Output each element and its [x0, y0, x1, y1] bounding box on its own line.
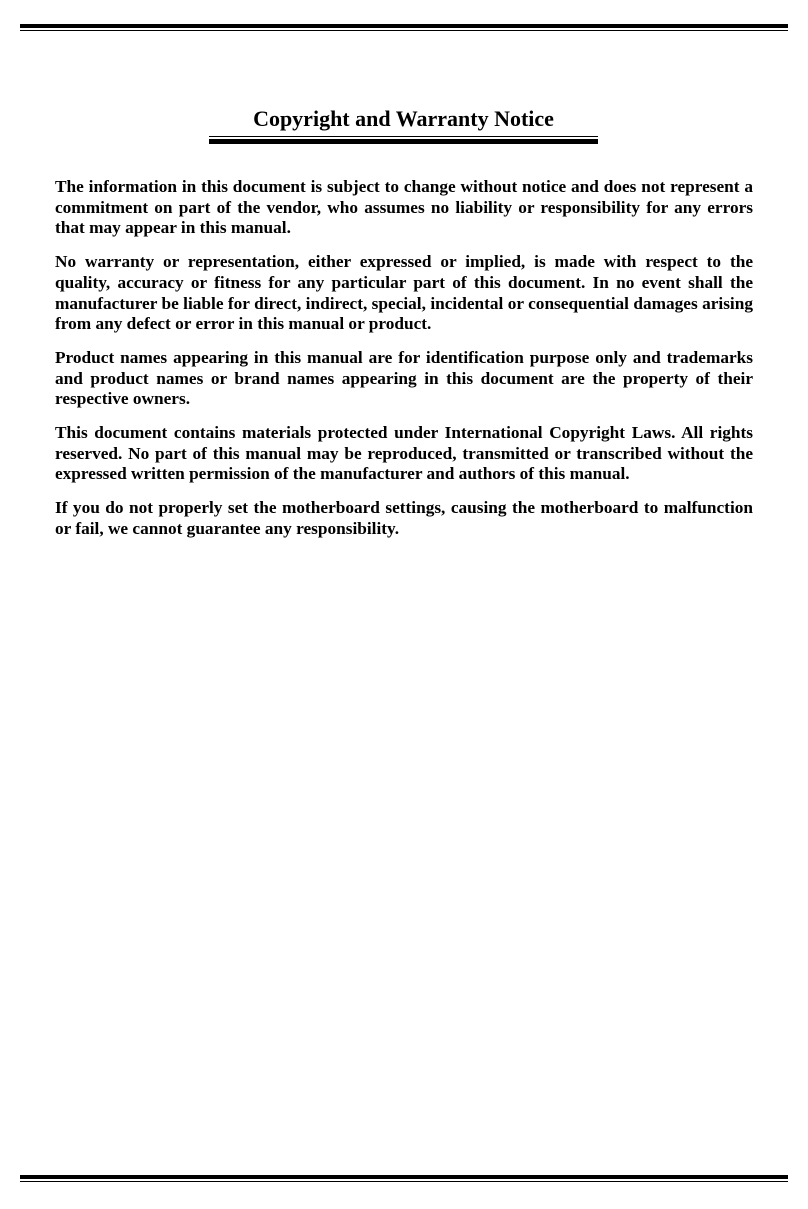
title-underline-thick — [209, 139, 598, 144]
header-rule-thin-line — [20, 30, 788, 31]
paragraph-motherboard-settings: If you do not properly set the motherboard settings, causing the motherboard to malfunction or fail, we cannot guarantee any responsibility. — [55, 498, 753, 538]
page-title: Copyright and Warranty Notice — [253, 106, 554, 131]
title-block — [209, 106, 598, 144]
notice-body — [55, 177, 753, 553]
paragraph-change-notice: The information in this document is subject to change without notice and does not represent a commitment on part of the vendor, who assumes no liability or responsibility for any errors that may appear in this manual. — [55, 177, 753, 238]
footer-rule-thin-line — [20, 1181, 788, 1182]
header-rule-thick-line — [20, 24, 788, 28]
footer-rule — [20, 1175, 788, 1182]
paragraph-copyright: This document contains materials protected under International Copyright Laws. All rights reserved. No part of this manual may be reproduced, transmitted or transcribed without the expressed written permission of the manufacturer and authors of this manual. — [55, 423, 753, 484]
paragraph-trademarks: Product names appearing in this manual are for identification purpose only and trademarks and product names or brand names appearing in this document are the property of their respective owners. — [55, 347, 753, 409]
title-underline-thin — [209, 136, 598, 137]
footer-rule-thick-line — [20, 1175, 788, 1179]
paragraph-warranty-disclaimer: No warranty or representation, either expressed or implied, is made with respect to the quality, accuracy or fitness for any particular part of this document. In no event shall the manufacturer be liable for direct, indirect, special, incidental or consequential damages arising from any defect or error in this manual or product. — [55, 252, 753, 334]
header-rule — [20, 24, 788, 31]
